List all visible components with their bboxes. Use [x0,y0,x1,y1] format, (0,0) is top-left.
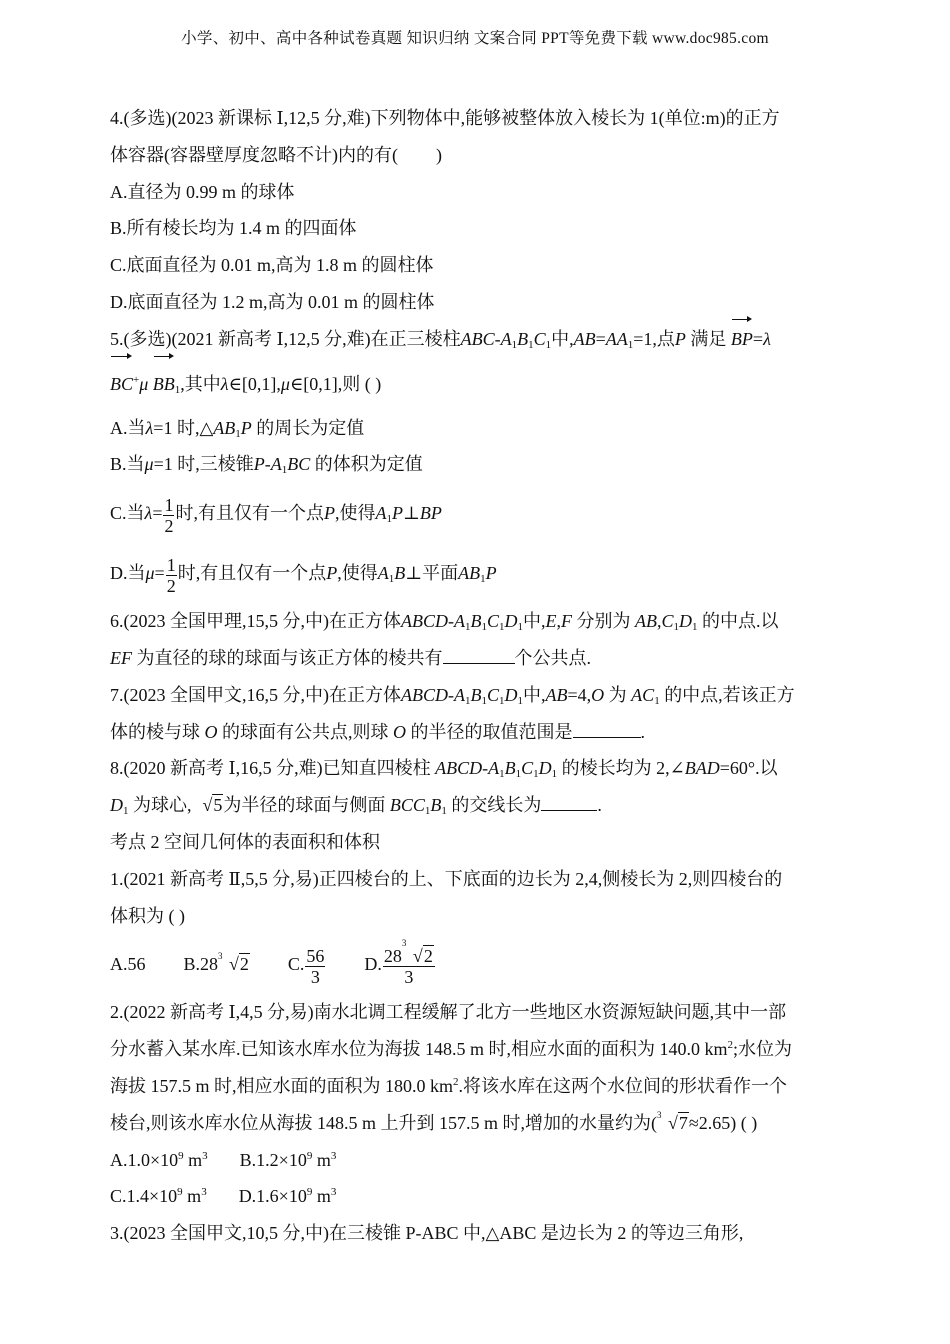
p2-option-d: D.1.6×10 [238,1186,307,1207]
q4-option-c: C.底面直径为 0.01 m,高为 1.8 m 的圆柱体 [110,255,434,276]
q6-line1: 6.(2023 全国甲理,15,5 分,中)在正方体ABCD-$A_1B_1C_1D_1$中,E,F 分别为 $AB,C_1D_1$ 的中点.以 [110,611,779,634]
p2-options-cd: $C.1.4\times 10^9$ $m^3$ $D.1.6\times 10^9$ $m^3$ [110,1186,337,1207]
q4-stem-line2 [110,137,845,174]
p1-line1: 1.(2021 新高考 Ⅱ,5,5 分,易)正四棱台的上、下底面的边长为 2,4,侧棱长为 2,则四棱台的 [110,868,783,889]
document-body [110,100,845,1252]
q4-stem-close: ) [435,144,442,165]
p1-options: A.56 B.28 3 √2 C. $\frac{56}{3}$ D. 28 3 √2 3 [110,937,433,987]
p1-option-b: B.28 [183,954,219,975]
p1-option-c: C. [287,954,305,975]
q7-answer-blank [573,723,641,738]
q4-option-d: D.底面直径为 1.2 m,高为 0.01 m 的圆柱体 [110,291,435,312]
q4-option-a: A.直径为 0.99 m 的球体 [110,181,295,202]
q5-option-a: A.当λ=1 时$,\triangle AB_1P$ 的周长为定值 [110,417,365,440]
p1-option-d: D. [364,954,382,975]
q5-stem-line1: 5.(多选)(2021 新高考 Ⅰ,12,5 分,难)在正三棱柱ABC-$A_1B_1C_1$中$,AB=AA_1=1$,点P 满足 BP=λ [110,321,845,358]
p1-option-a: A.56 [110,954,146,975]
p2-option-a: A.1.0×10 [110,1149,179,1170]
q5-option-b: B.当μ=1 时,三棱锥$P-A_1BC$ 的体积为定值 [110,454,423,477]
p2-line2: 分水蓄入某水库.已知该水库水位为海拔 148.5 m 时,相应水面的面积为 140.0 $km^2$;水位为 [110,1039,793,1060]
q7-line1: 7.(2023 全国甲文,16,5 分,中)在正方体ABCD-$A_1B_1C_1D_1$中,AB=4,O 为 $AC_1$ 的中点,若该正方 [110,684,795,707]
q8-answer-blank [541,796,597,811]
q6-line2: EF 为直径的球的球面与该正方体的棱共有 个公共点. [110,647,591,668]
p2-line1: 2.(2022 新高考 Ⅰ,4,5 分,易)南水北调工程缓解了北方一些地区水资源短缺问题,其中一部 [110,1002,787,1023]
p3-line1: 3.(2023 全国甲文,10,5 分,中)在三棱锥 P-ABC 中,△ABC 是边长为 2 的等边三角形, [110,1223,744,1244]
p2-options-ab: $A.1.0\times 10^9$ $m^3$ $B.1.2\times 10^9$ $m^3$ [110,1149,337,1170]
sqrt-5: √5 [202,795,223,816]
p2-option-c: C.1.4×10 [110,1186,178,1207]
p1-line2: 体积为 ( ) [110,905,185,926]
q8-line1: 8.(2020 新高考 Ⅰ,16,5 分,难)已知直四棱柱 ABCD-$A_1B_1C_1D_1$ 的棱长均为 2,∠BAD=60°.以 [110,758,778,781]
q5-option-d: D.当μ= $\frac{1}{2}$ 时,有且仅有一个点P,使得$A_1B\perp$平面$AB_1P$ [110,554,497,596]
cbrt-7: 3 √7 [657,1109,688,1133]
q4-option-b: B.所有棱长均为 1.4 m 的四面体 [110,218,357,239]
q7-line2: 体的棱与球 O 的球面有公共点,则球 O 的半径的取值范围是 . [110,721,645,742]
q8-line2: $D_1$ 为球心, √5为半径的球面与侧面 $BCC_1B_1$ 的交线长为 . [110,787,845,824]
p2-option-b: B.1.2×10 [239,1149,307,1170]
section-title: 考点 2 空间几何体的表面积和体积 [110,831,380,852]
q6-answer-blank [443,649,515,664]
q5-stem-line2: BC+μ $BB_1$,其中λ∈[0,1],μ∈[0,1],则 ( ) [110,358,845,410]
q4-stem-text: 体容器(容器壁厚度忽略不计)内的有( [110,144,398,165]
q4-stem-line1: 4.(多选)(2023 新课标 Ⅰ,12,5 分,难)下列物体中,能够被整体放入棱长为 1(单位:m)的正方 [110,108,780,128]
p2-line4: 棱台,则该水库水位从海拔 148.5 m 上升到 157.5 m 时,增加的水量约为( 3 √7≈2.65) ( ) [110,1105,845,1142]
p2-line3: 海拔 157.5 m 时,相应水面的面积为 180.0 $km^2$.将该水库在这两个水位间的形状看作一个 [110,1075,788,1096]
page-header: 小学、初中、高中各种试卷真题 知识归纳 文案合同 PPT等免费下载 www.doc985.com [181,30,769,47]
q5-option-c: C.当λ= $\frac{1}{2}$ 时,有且仅有一个点P,使得$A_1P\perp BP$ [110,494,442,536]
